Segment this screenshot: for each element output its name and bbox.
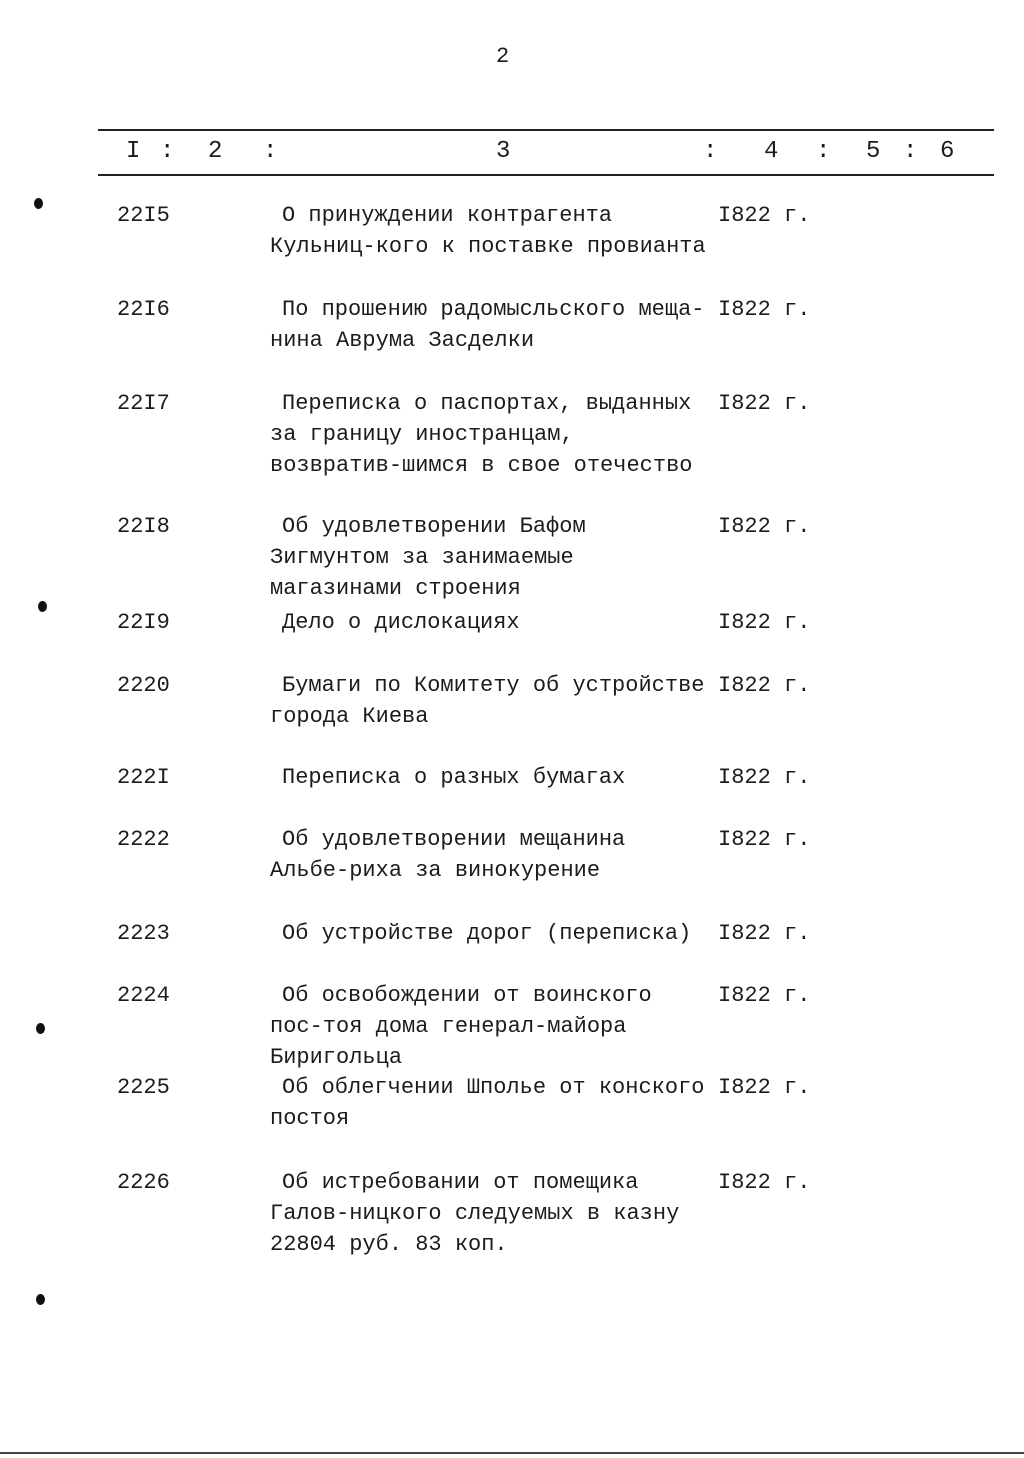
column-separator: : xyxy=(816,138,831,165)
file-year: I822 г. xyxy=(718,391,811,416)
file-year: I822 г. xyxy=(718,1170,811,1195)
file-title: Переписка о паспортах, выданных за границу иностранцам, возвратив-шимся в свое отечество xyxy=(270,391,693,478)
page-number: 2 xyxy=(496,44,510,69)
file-title: Об облегчении Шполье от конского постоя xyxy=(270,1075,705,1131)
binding-hole-mark xyxy=(36,1023,45,1034)
file-number: 2222 xyxy=(117,827,170,852)
column-separator: : xyxy=(160,138,175,165)
file-title: Об истребовании от помещика Галов-ницкого следуемых в казну 22804 руб. 83 коп. xyxy=(270,1170,680,1257)
file-title: Бумаги по Комитету об устройстве города Киева xyxy=(270,673,705,729)
file-number: 2226 xyxy=(117,1170,170,1195)
file-year: I822 г. xyxy=(718,297,811,322)
column-header-5: 5 xyxy=(866,138,881,165)
file-number: 2225 xyxy=(117,1075,170,1100)
page-bottom-edge xyxy=(0,1452,1024,1454)
file-year: I822 г. xyxy=(718,673,811,698)
file-year: I822 г. xyxy=(718,514,811,539)
file-year: I822 г. xyxy=(718,827,811,852)
table-header-row xyxy=(0,138,1024,168)
file-number: 22I6 xyxy=(117,297,170,322)
file-number: 22I9 xyxy=(117,610,170,635)
file-year: I822 г. xyxy=(718,765,811,790)
column-header-6: 6 xyxy=(940,138,955,165)
file-year: I822 г. xyxy=(718,1075,811,1100)
column-separator: : xyxy=(903,138,918,165)
file-number: 22I7 xyxy=(117,391,170,416)
file-title: По прошению радомысльского меща-нина Аврума Засделки xyxy=(270,297,705,353)
file-year: I822 г. xyxy=(718,610,811,635)
file-number: 2224 xyxy=(117,983,170,1008)
file-title: Об удовлетворении мещанина Альбе-риха за винокурение xyxy=(270,827,626,883)
column-header-4: 4 xyxy=(764,138,779,165)
table-header-top-rule xyxy=(98,129,994,131)
file-number: 22I8 xyxy=(117,514,170,539)
file-title: О принуждении контрагента Кульниц-кого к поставке провианта xyxy=(270,203,706,259)
column-header-1: I xyxy=(126,138,141,165)
file-number: 222I xyxy=(117,765,170,790)
file-title: Об устройстве дорог (переписка) xyxy=(282,921,692,946)
file-year: I822 г. xyxy=(718,921,811,946)
file-title: Переписка о разных бумагах xyxy=(282,765,626,790)
file-title: Об освобождении от воинского пос-тоя дома генерал-майора Биригольца xyxy=(270,983,652,1070)
column-separator: : xyxy=(263,138,278,165)
file-number: 2220 xyxy=(117,673,170,698)
file-year: I822 г. xyxy=(718,203,811,228)
file-number: 22I5 xyxy=(117,203,170,228)
file-title: Дело о дислокациях xyxy=(282,610,520,635)
binding-hole-mark xyxy=(34,198,43,209)
column-header-2: 2 xyxy=(208,138,223,165)
binding-hole-mark xyxy=(38,601,47,612)
column-header-3: 3 xyxy=(496,138,511,165)
table-header-bottom-rule xyxy=(98,174,994,176)
binding-hole-mark xyxy=(36,1294,45,1305)
file-number: 2223 xyxy=(117,921,170,946)
file-year: I822 г. xyxy=(718,983,811,1008)
file-title: Об удовлетворении Бафом Зигмунтом за занимаемые магазинами строения xyxy=(270,514,586,601)
column-separator: : xyxy=(703,138,718,165)
